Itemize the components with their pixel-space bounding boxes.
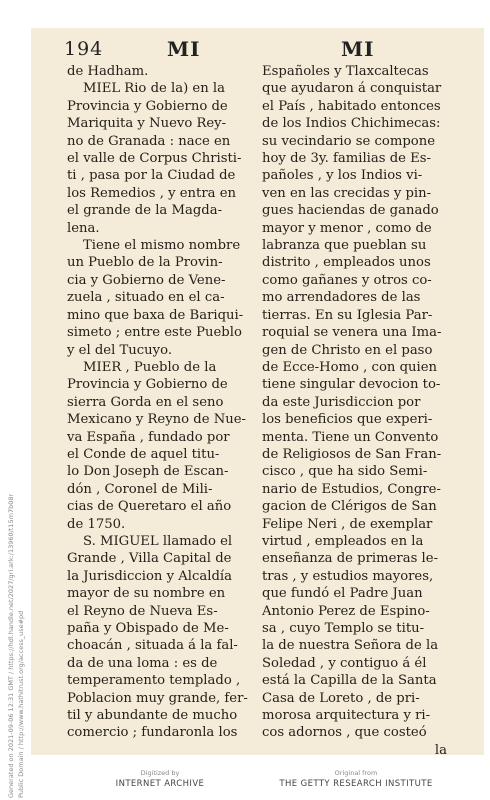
text-line: de Religiosos de San Fran- — [262, 446, 442, 462]
text-line: gues haciendas de ganado — [262, 203, 439, 219]
text-line: Antonio Perez de Espino- — [262, 603, 430, 619]
text-line: gen de Christo en el paso — [262, 342, 433, 358]
running-head-right: MI — [341, 37, 375, 61]
text-line: Provincia y Gobierno de — [67, 98, 228, 114]
text-line: el valle de Corpus Christi- — [67, 151, 242, 167]
text-line: que fundó el Padre Juan — [262, 586, 423, 602]
text-line: morosa arquitectura y ri- — [262, 708, 431, 724]
text-line: que ayudaron á conquistar — [262, 81, 442, 97]
text-line: el grande de la Magda- — [67, 203, 223, 219]
text-line: roquial se venera una Ima- — [262, 325, 442, 341]
text-line: está la Capilla de la Santa — [262, 673, 437, 689]
text-line: el Conde de aquel titu- — [67, 446, 220, 462]
page-header — [0, 38, 490, 60]
text-line: Españoles y Tlaxcaltecas — [262, 64, 429, 79]
text-line: dón , Coronel de Mili- — [67, 481, 213, 497]
text-line: til y abundante de mucho — [67, 708, 238, 724]
text-line: la Jurisdiccion y Alcaldía — [67, 568, 232, 584]
text-line: da de una loma : es de — [67, 655, 218, 671]
text-line: da este Jurisdiccion por — [262, 394, 421, 410]
text-line: temperamento templado , — [67, 673, 241, 689]
text-line: tras , y estudios mayores, — [262, 568, 434, 584]
text-line: lena. — [67, 220, 100, 236]
watermark-line-generated: Generated on 2021-09-06 12:31 GMT / https://hdl.handle.net/2027/gri.ark:/13960/t15m7b08r — [7, 493, 15, 798]
text-line: cos adornos , que costeó — [262, 725, 427, 741]
running-head-left: MI — [167, 37, 201, 61]
text-line: Casa de Loreto , de pri- — [262, 690, 420, 706]
text-line: gacion de Clérigos de San — [262, 499, 437, 515]
text-line: Provincia y Gobierno de — [67, 377, 228, 393]
footer-digitized-label: Digitized by — [140, 769, 180, 777]
text-line: como gañanes y otros co- — [262, 272, 432, 288]
text-line: paña y Obispado de Me- — [67, 621, 229, 636]
text-line: de Ecce-Homo , con quien — [262, 359, 438, 375]
entry-heading-miel: MIEL Rio de la) en la — [83, 81, 225, 97]
text-line: menta. Tiene un Convento — [262, 429, 439, 445]
text-line: los Remedios , y entra en — [67, 185, 236, 201]
text-line: Grande , Villa Capital de — [67, 551, 232, 567]
text-line: nario de Estudios, Congre- — [262, 481, 441, 497]
text-line: mayor y menor , como de — [262, 220, 432, 236]
entry-heading-mier: MIER , Pueblo de la — [83, 359, 217, 375]
text-line: tiene singular devocion to- — [262, 377, 441, 393]
text-line: los beneficios que experi- — [262, 412, 433, 428]
entry-heading-s-miguel: S. MIGUEL llamado el — [83, 533, 233, 549]
footer-digitized-by — [80, 769, 240, 789]
text-line: mo arrendadores de las — [262, 290, 421, 306]
text-line: zuela , situado en el ca- — [67, 290, 225, 306]
text-line: un Pueblo de la Provin- — [67, 255, 223, 271]
text-line: labranza que pueblan su — [262, 238, 427, 254]
footer-getty: THE GETTY RESEARCH INSTITUTE — [279, 779, 433, 789]
text-line: comercio ; fundaronla los — [67, 725, 238, 741]
text-line: no de Granada : nace en — [67, 133, 231, 149]
footer-original-label: Original from — [334, 769, 378, 777]
text-line: ven en las crecidas y pin- — [262, 185, 432, 201]
text-line: lo Don Joseph de Escan- — [67, 464, 229, 480]
left-text-column — [67, 63, 277, 742]
text-line: simeto ; entre este Pueblo — [67, 325, 242, 341]
text-line: virtud , empleados en la — [262, 533, 424, 549]
text-line: cisco , que ha sido Semi- — [262, 464, 428, 480]
text-line: de los Indios Chichimecas: — [262, 116, 441, 132]
text-line: Soledad , y contiguo á él — [262, 655, 427, 671]
text-line: mino que baxa de Bariqui- — [67, 307, 244, 323]
hathitrust-watermark — [3, 493, 33, 800]
text-line: su vecindario se compone — [262, 133, 436, 149]
text-line: de 1750. — [67, 516, 126, 532]
text-line: pañoles , y los Indios vi- — [262, 168, 423, 184]
text-line: Felipe Neri , de exemplar — [262, 516, 433, 532]
watermark-line-public-domain: Public Domain / http://www.hathitrust.org/access_use#pd — [17, 610, 25, 798]
text-line: mayor de su nombre en — [67, 586, 226, 602]
catchword: la — [434, 742, 447, 758]
text-line: choacán , situada á la fal- — [67, 638, 238, 654]
text-line: cia y Gobierno de Vene- — [67, 272, 226, 288]
text-line: Poblacion muy grande, fer- — [67, 690, 248, 706]
text-line: hoy de 3y. familias de Es- — [262, 151, 431, 167]
text-line: va España , fundado por — [67, 429, 230, 445]
text-line: y el del Tucuyo. — [67, 342, 173, 358]
footer-original-from — [256, 769, 456, 789]
text-line: cias de Queretaro el año — [67, 499, 232, 515]
footer-internet-archive: INTERNET ARCHIVE — [115, 779, 205, 789]
text-line: de Hadham. — [67, 64, 149, 79]
text-line: sierra Gorda en el seno — [67, 394, 224, 410]
text-line: el País , habitado entonces — [262, 98, 441, 114]
text-line: Mariquita y Nuevo Rey- — [67, 116, 227, 132]
text-line: Mexicano y Reyno de Nue- — [67, 412, 247, 428]
page-number: 194 — [64, 38, 104, 60]
right-text-column — [262, 63, 447, 759]
text-line: la de nuestra Señora de la — [262, 638, 439, 654]
text-line: tierras. En su Iglesia Par- — [262, 307, 433, 323]
text-line: ti , pasa por la Ciudad de — [67, 168, 236, 184]
text-line: el Reyno de Nueva Es- — [67, 603, 218, 619]
text-line: sa , cuyo Templo se titu- — [262, 621, 425, 636]
text-line: distrito , empleados unos — [262, 255, 431, 271]
text-line: Tiene el mismo nombre — [83, 238, 241, 254]
text-line: enseñanza de primeras le- — [262, 551, 439, 567]
